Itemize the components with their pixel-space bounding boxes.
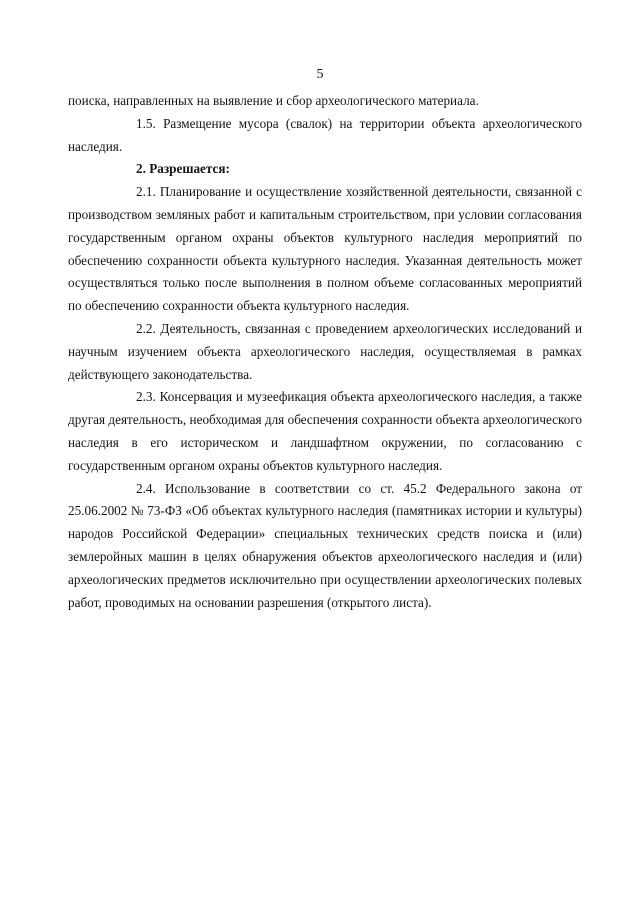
paragraph-text: Размещение мусора (свалок) на территории объекта археологического наследия.: [68, 115, 583, 154]
paragraph-2-4: [68, 478, 582, 615]
paragraph-continuation: [68, 90, 582, 113]
paragraph-number: 1.5.: [136, 115, 156, 131]
paragraph-text: поиска, направленных на выявление и сбор археологического материала.: [68, 93, 479, 108]
paragraph-text: Консервация и музеефикация объекта археологического наследия, а также другая деятельность, необходимая для обеспечения сохранности объекта археологического наследия в его историческом и ландшафтном окружении, по согласованию с государственным органом охраны объектов культурного наследия.: [68, 389, 583, 473]
section-number: 2.: [136, 161, 146, 177]
paragraph-2-2: [68, 318, 582, 386]
paragraph-1-5: [68, 113, 582, 159]
paragraph-number: 2.2.: [136, 320, 156, 336]
paragraph-2-1: [68, 181, 582, 318]
paragraph-text: Использование в соответствии со ст. 45.2 Федерального закона от 25.06.2002 № 73-ФЗ «Об объектах культурного наследия (памятниках истории и культуры) народов Российской Федерации» специальных технических средств поиска и (или) землеройных машин в целях обнаружения объектов археологического наследия и (или) археологических предметов исключительно при осуществлении археологических полевых работ, проводимых на основании разрешения (открытого листа).: [68, 480, 582, 610]
section-heading-2: [68, 158, 582, 181]
paragraph-text: Деятельность, связанная с проведением археологических исследований и научным изучением объекта археологического наследия, осуществляемая в рамках действующего законодательства.: [68, 320, 582, 382]
paragraph-2-3: [68, 386, 582, 477]
document-body: [68, 90, 582, 614]
section-title: Разрешается:: [149, 161, 230, 177]
page-number: 5: [316, 67, 324, 82]
paragraph-number: 2.4.: [136, 480, 156, 496]
paragraph-number: 2.1.: [136, 184, 156, 200]
paragraph-number: 2.3.: [136, 389, 156, 405]
paragraph-text: Планирование и осуществление хозяйственной деятельности, связанной с производством земляных работ и капитальным строительством, при условии согласования государственным органом охраны объектов культурного наследия мероприятий по обеспечению сохранности объекта культурного наследия. Указанная деятельность может осуществляться только после выполнения в полном объеме согласованных мероприятий по обеспечению сохранности объекта культурного наследия.: [68, 184, 583, 314]
